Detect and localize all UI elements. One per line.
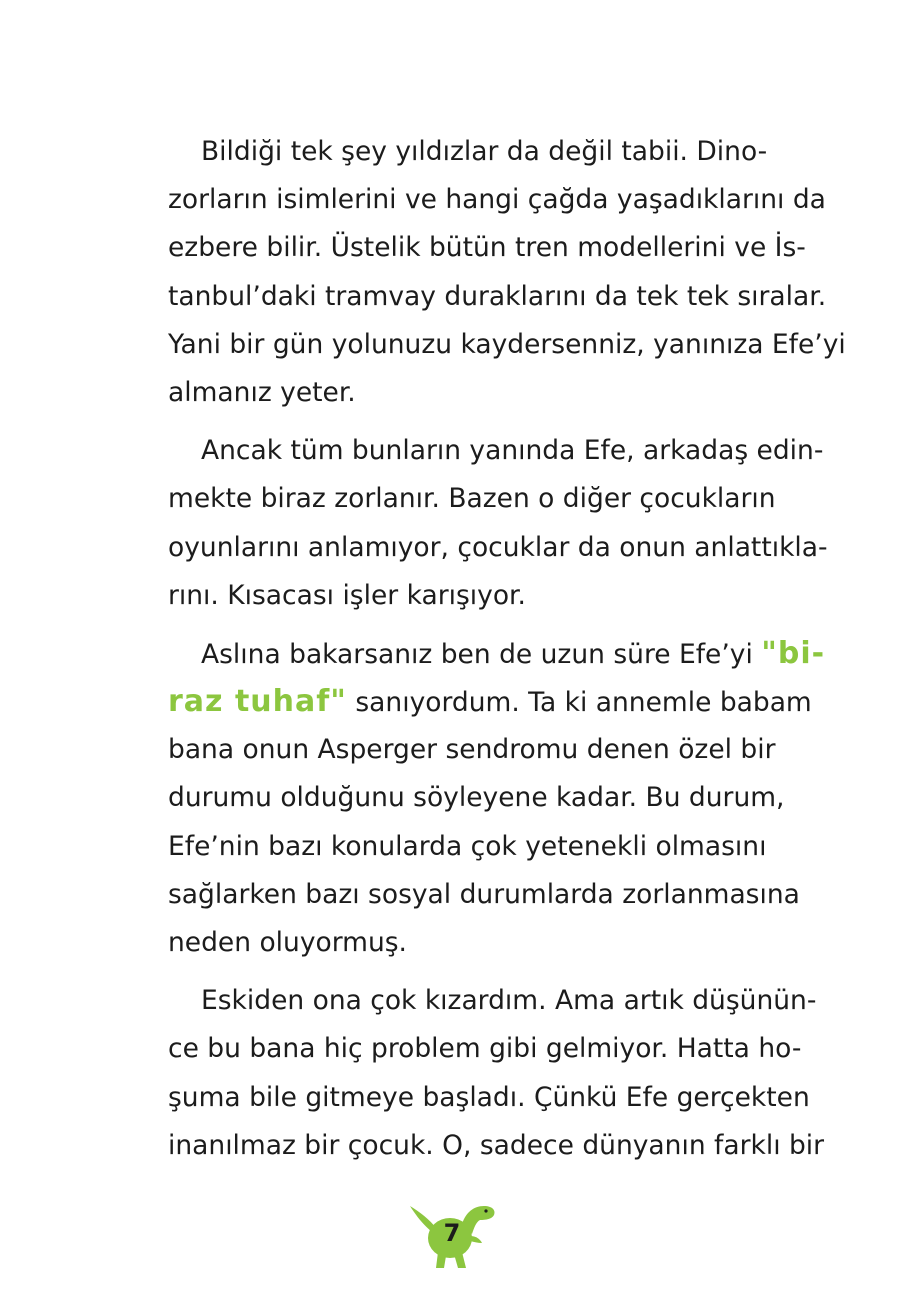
paragraph-2-line-3: oyunlarını anlamıyor, çocuklar da onun anlattıkla- xyxy=(168,531,828,563)
paragraph-3-line-1 xyxy=(168,630,826,678)
paragraph-2-line-4: rını. Kısacası işler karışıyor. xyxy=(168,579,526,611)
paragraph-3-line-2-text: sanıyordum. Ta ki annemle babam xyxy=(355,687,812,719)
paragraph-3-line-6: sağlarken bazı sosyal durumlarda zorlanmasına xyxy=(168,878,800,910)
paragraph-1-line-1: Bildiği tek şey yıldızlar da değil tabii. Dino- xyxy=(201,136,768,167)
paragraph-4-line-2: ce bu bana hiç problem gibi gelmiyor. Hatta ho- xyxy=(168,1033,802,1065)
emphasis-text-part-2: raz tuhaf" xyxy=(168,684,347,720)
paragraph-3-line-1-text: Aslına bakarsanız ben de uzun süre Efe’yi xyxy=(201,638,753,670)
paragraph-4-line-1: Eskiden ona çok kızardım. Ama artık düşünün- xyxy=(201,985,817,1017)
body-text xyxy=(168,128,846,1170)
paragraph-4-line-3: şuma bile gitmeye başladı. Çünkü Efe gerçekten xyxy=(168,1081,810,1113)
paragraph-3-line-5: Efe’nin bazı konularda çok yetenekli olmasını xyxy=(168,830,767,862)
paragraph-3-line-3: bana onun Asperger sendromu denen özel bir xyxy=(168,734,776,766)
paragraph-3-line-2 xyxy=(168,678,812,726)
paragraph-1-line-4: tanbul’daki tramvay duraklarını da tek tek sıralar. xyxy=(168,280,827,312)
paragraph-4-line-4: inanılmaz bir çocuk. O, sadece dünyanın farklı bir xyxy=(168,1129,825,1161)
paragraph-2-line-2: mekte biraz zorlanır. Bazen o diğer çocukların xyxy=(168,483,776,515)
paragraph-1-line-3: ezbere bilir. Üstelik bütün tren modellerini ve İs- xyxy=(168,232,806,264)
emphasis-text-part-1: "bi- xyxy=(761,635,826,671)
paragraph-1-line-2: zorların isimlerini ve hangi çağda yaşadıklarını da xyxy=(168,184,826,216)
page-number: 7 xyxy=(443,1219,461,1247)
paragraph-3-line-4: durumu olduğunu söyleyene kadar. Bu durum, xyxy=(168,782,785,814)
paragraph-1-line-6: almanız yeter. xyxy=(168,376,356,408)
paragraph-3-line-7: neden oluyormuş. xyxy=(168,927,407,958)
paragraph-2-line-1: Ancak tüm bunların yanında Efe, arkadaş edin- xyxy=(201,435,824,467)
paragraph-1-line-5: Yani bir gün yolunuzu kaydersenniz, yanınıza Efe’yi xyxy=(168,328,846,360)
